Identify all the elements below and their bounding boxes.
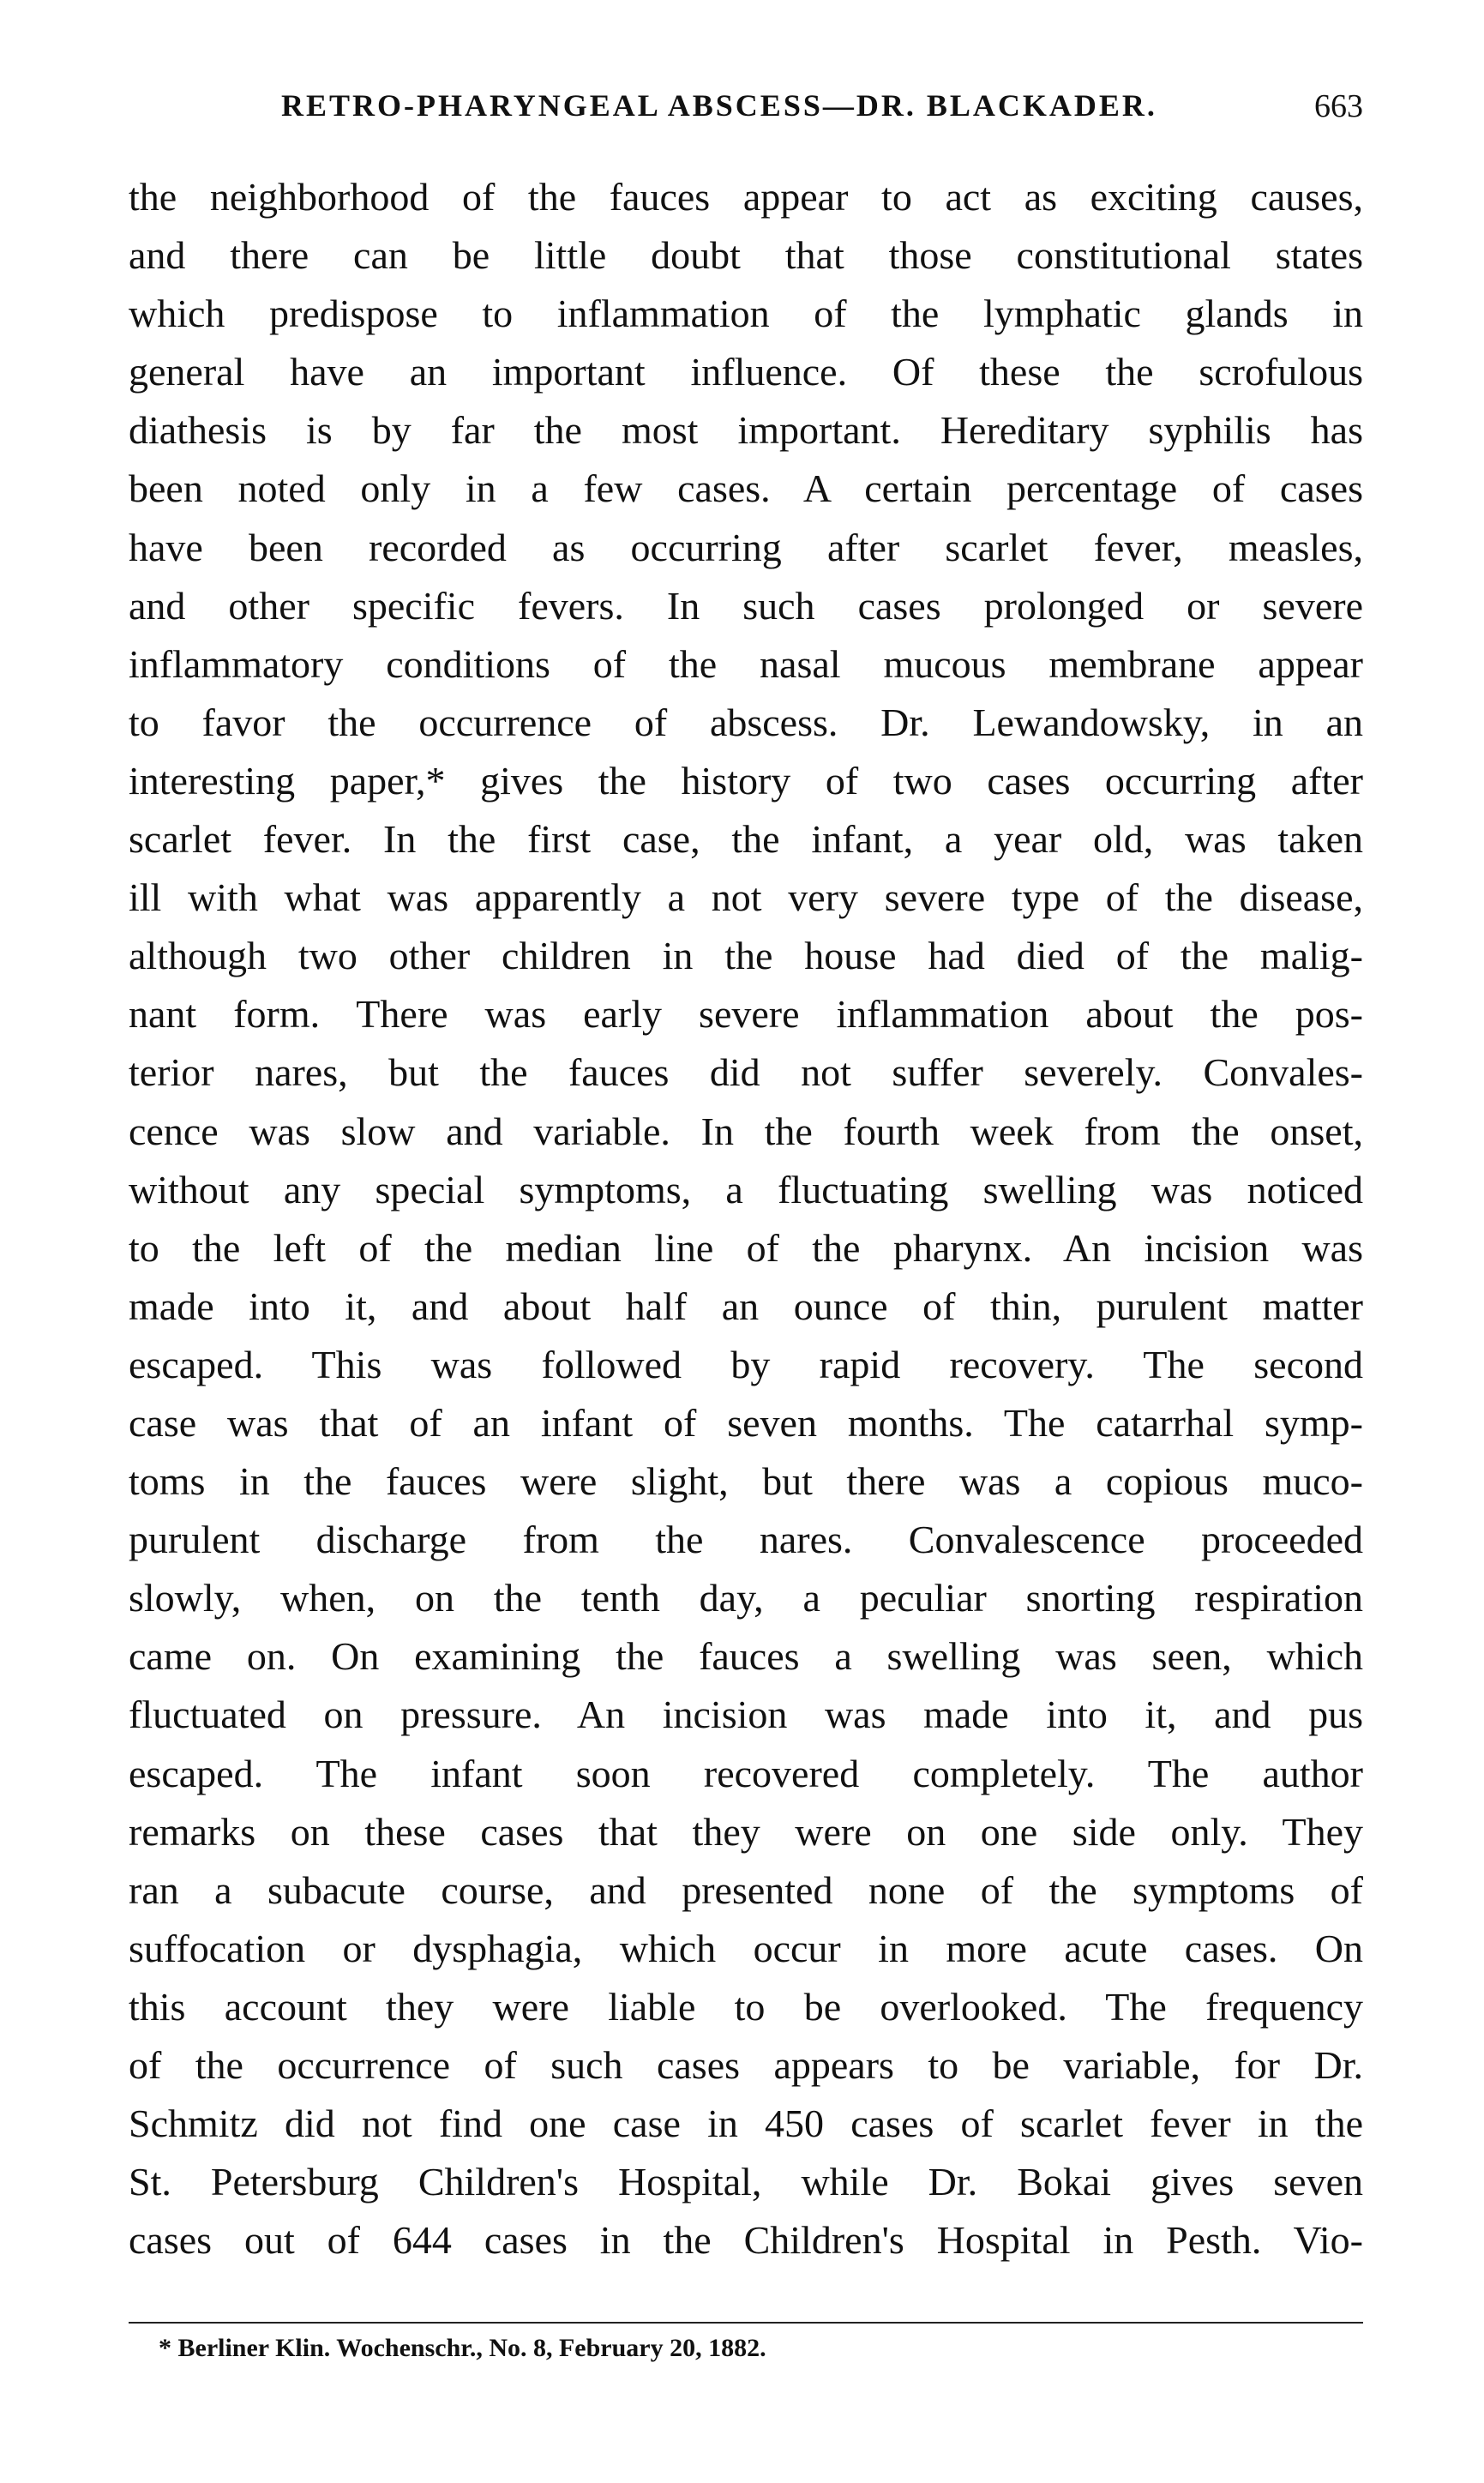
text-line: general have an important influence. Of these the scrofulous <box>129 350 1363 394</box>
text-line: inflammatory conditions of the nasal mucous membrane appear <box>129 641 1363 686</box>
text-line: interesting paper,* gives the history of two cases occurring after <box>129 758 1363 803</box>
text-line: purulent discharge from the nares. Convalescence proceeded <box>129 1518 1363 1562</box>
text-line: remarks on these cases that they were on one side only. They <box>129 1809 1363 1854</box>
text-line: scarlet fever. In the first case, the infant, a year old, was taken <box>129 817 1363 862</box>
text-line: nant form. There was early severe inflammation about the pos- <box>129 992 1363 1037</box>
text-line: made into it, and about half an ounce of thin, purulent matter <box>129 1284 1363 1328</box>
text-line: fluctuated on pressure. An incision was made into it, and pus <box>129 1692 1363 1737</box>
text-line: escaped. The infant soon recovered completely. The author <box>129 1751 1363 1795</box>
text-line: St. Petersburg Children's Hospital, while Dr. Bokai gives seven <box>129 2160 1363 2204</box>
footnote: * Berliner Klin. Wochenschr., No. 8, February 20, 1882. <box>159 2334 766 2362</box>
text-line: ran a subacute course, and presented none of the symptoms of <box>129 1867 1363 1912</box>
text-line: and there can be little doubt that those constitutional states <box>129 233 1363 278</box>
text-line: escaped. This was followed by rapid recovery. The second <box>129 1342 1363 1386</box>
text-line: without any special symptoms, a fluctuating swelling was noticed <box>129 1167 1363 1211</box>
running-title: RETRO-PHARYNGEAL ABSCESS—DR. BLACKADER. <box>281 88 1157 123</box>
text-line: to favor the occurrence of abscess. Dr. Lewandowsky, in an <box>129 700 1363 744</box>
body-text <box>129 168 1363 2270</box>
page-number: 663 <box>1314 88 1363 124</box>
text-line: to the left of the median line of the pharynx. An incision was <box>129 1225 1363 1270</box>
text-line: this account they were liable to be overlooked. The frequency <box>129 1984 1363 2029</box>
text-line: the neighborhood of the fauces appear to act as exciting causes, <box>129 175 1363 219</box>
text-line: came on. On examining the fauces a swelling was seen, which <box>129 1634 1363 1679</box>
text-line: toms in the fauces were slight, but there was a copious muco- <box>129 1459 1363 1504</box>
footnote-rule <box>129 2322 1363 2324</box>
text-line: have been recorded as occurring after scarlet fever, measles, <box>129 525 1363 569</box>
text-line: diathesis is by far the most important. Hereditary syphilis has <box>129 408 1363 453</box>
text-line: case was that of an infant of seven months. The catarrhal symp- <box>129 1400 1363 1445</box>
text-line: although two other children in the house had died of the malig- <box>129 934 1363 978</box>
text-line: been noted only in a few cases. A certain percentage of cases <box>129 466 1363 511</box>
text-line: suffocation or dysphagia, which occur in more acute cases. On <box>129 1926 1363 1970</box>
text-line: cence was slow and variable. In the fourth week from the onset, <box>129 1109 1363 1153</box>
text-line: which predispose to inflammation of the lymphatic glands in <box>129 292 1363 336</box>
text-line: Schmitz did not find one case in 450 cases of scarlet fever in the <box>129 2101 1363 2146</box>
text-line: and other specific fevers. In such cases prolonged or severe <box>129 583 1363 628</box>
text-line: ill with what was apparently a not very severe type of the disease, <box>129 875 1363 920</box>
text-line: terior nares, but the fauces did not suffer severely. Convales- <box>129 1050 1363 1095</box>
running-header <box>129 87 1363 130</box>
text-line: slowly, when, on the tenth day, a peculiar snorting respiration <box>129 1576 1363 1620</box>
text-line: cases out of 644 cases in the Children's Hospital in Pesth. Vio- <box>129 2218 1363 2263</box>
text-line: of the occurrence of such cases appears to be variable, for Dr. <box>129 2043 1363 2087</box>
